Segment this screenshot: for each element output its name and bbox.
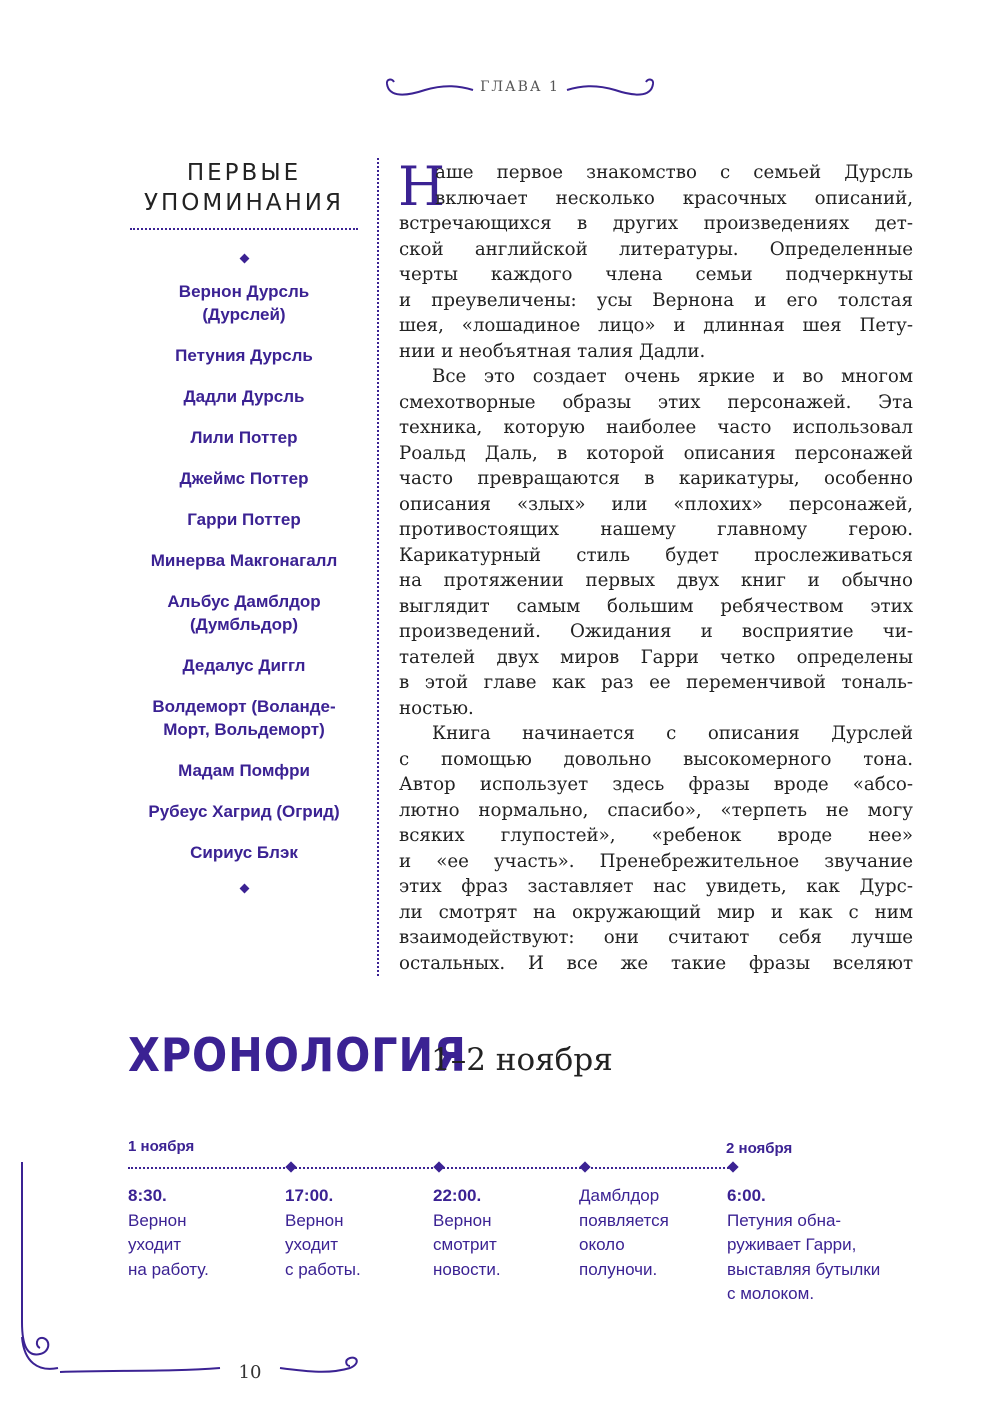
sidebar-divider [130, 228, 358, 230]
timeline-marker-icon [727, 1161, 738, 1172]
mention-item: Минерва Макгонагалл [150, 551, 338, 570]
text-line: ностью. [399, 697, 474, 719]
event-time: 17:00. [285, 1186, 334, 1205]
text-line: встречающихся в других произведениях дет- [399, 213, 913, 234]
drop-cap: Н [398, 155, 446, 218]
timeline-marker-icon [579, 1161, 590, 1172]
mention-item: Джеймс Поттер [179, 469, 309, 488]
text-line: лютно нормально, спасибо», «терпеть не могу [399, 799, 913, 821]
body-text [398, 155, 913, 976]
event-time: 8:30. [128, 1186, 167, 1205]
chapter-label: ГЛАВА 1 [480, 79, 560, 95]
text-line: Роальд Даль, в которой описания персонажей [399, 442, 913, 464]
text-line: ли смотрят на окружающий мир и как с ним [399, 901, 913, 923]
text-line: ской английской литературы. Определенные [399, 238, 913, 260]
text-line: нии и необъятная талия Дадли. [399, 340, 706, 362]
timeline-line [128, 1167, 733, 1169]
timeline-event [285, 1184, 361, 1282]
text-line: смехотворные образы этих персонажей. Эта [399, 391, 913, 413]
text-line: и преувеличены: усы Вернона и его толстая [399, 289, 913, 311]
chronology-heading [128, 1028, 613, 1082]
text-line: аше первое знакомство с семьей Дурсль [435, 162, 913, 183]
mentions-list [128, 280, 360, 864]
mention-item: Петуния Дурсль [175, 346, 313, 365]
chronology-date-range: 1–2 ноября [431, 1042, 613, 1078]
first-mentions-sidebar [128, 158, 360, 892]
event-description: Вернон уходит с работы. [285, 1210, 361, 1279]
text-line: Книга начинается с описания Дурслей [432, 723, 913, 744]
mention-item: Дедалус Диггл [182, 656, 306, 675]
mention-item: Волдеморт (Воланде-Морт, Вольдеморт) [152, 697, 336, 739]
timeline-event [727, 1184, 880, 1307]
mention-item: Альбус Дамблдор (Думбльдор) [167, 592, 321, 634]
timeline-event [433, 1184, 501, 1282]
text-line: Автор использует здесь фразы вроде «абсо- [399, 774, 913, 795]
text-line: противостоящих нашему главному герою. [399, 519, 913, 540]
text-line: всяких глупостей», «ребенок вроде нее» [399, 825, 913, 846]
timeline-marker-icon [433, 1161, 444, 1172]
event-description: Дамблдор появляется около полуночи. [579, 1186, 669, 1279]
text-line: остальных. И все же такие фразы вселяют [399, 952, 913, 974]
text-line: Все это создает очень яркие и во многом [432, 366, 913, 387]
sidebar-title-line2: УПОМИНАНИЯ [144, 190, 344, 216]
mention-item: Мадам Помфри [178, 761, 310, 780]
event-description: Вернон уходит на работу. [128, 1210, 209, 1279]
page-border-flourish-icon [18, 1162, 68, 1377]
text-line: описания «злых» или «плохих» персонажей, [399, 493, 913, 515]
diamond-icon [239, 884, 249, 894]
text-line: произведений. Ожидания и восприятие чи- [399, 621, 913, 642]
text-line: техника, которую наиболее часто использовал [399, 417, 913, 438]
event-time: 6:00. [727, 1186, 766, 1205]
day-label-nov-1: 1 ноября [128, 1138, 195, 1155]
text-line: часто превращаются в карикатуры, особенно [399, 468, 913, 489]
diamond-icon [239, 254, 249, 264]
text-line: Карикатурный стиль будет прослеживаться [399, 544, 913, 566]
sidebar-title [128, 158, 360, 218]
page-number: 10 [238, 1362, 262, 1383]
column-divider [377, 158, 379, 976]
event-description: Петуния обна- руживает Гарри, выставляя бутылки с молоком. [727, 1210, 881, 1303]
mention-item: Лили Поттер [190, 428, 298, 447]
text-line: черты каждого члена семьи подчеркнуты [399, 264, 913, 285]
chronology-title: ХРОНОЛОГИЯ [128, 1028, 467, 1082]
text-line: на протяжении первых двух книг и обычно [399, 570, 913, 591]
mention-item: Вернон Дурсль (Дурслей) [178, 282, 310, 324]
day-label-nov-2: 2 ноября [726, 1140, 793, 1157]
sidebar-title-line1: ПЕРВЫЕ [186, 160, 302, 186]
mention-item: Рубеус Хагрид (Огрид) [148, 802, 340, 821]
timeline-event [128, 1184, 209, 1282]
mention-item: Дадли Дурсль [183, 387, 305, 406]
text-line: взаимодействуют: они считают себя лучше [399, 927, 913, 948]
text-line: с помощью довольно высокомерного тона. [399, 748, 913, 770]
text-line: и «ее участь». Пренебрежительное звучание [399, 850, 913, 872]
mention-item: Сириус Блэк [190, 843, 298, 862]
chapter-header [385, 72, 655, 102]
event-description: Вернон смотрит новости. [433, 1210, 501, 1279]
timeline-marker-icon [285, 1161, 296, 1172]
text-line: выглядит самым большим ребячеством этих [399, 595, 913, 617]
text-line: включает несколько красочных описаний, [435, 187, 913, 209]
timeline-event [579, 1184, 669, 1282]
text-line: этих фраз заставляет нас увидеть, как Дурс- [399, 876, 913, 897]
mention-item: Гарри Поттер [187, 510, 301, 529]
text-line: тателей двух миров Гарри четко определены [399, 646, 913, 668]
event-time: 22:00. [433, 1186, 482, 1205]
text-line: шея, «лошадиное лицо» и длинная шея Пету- [399, 315, 913, 336]
text-line: в этой главе как раз ее переменчивой тональ- [399, 672, 913, 693]
